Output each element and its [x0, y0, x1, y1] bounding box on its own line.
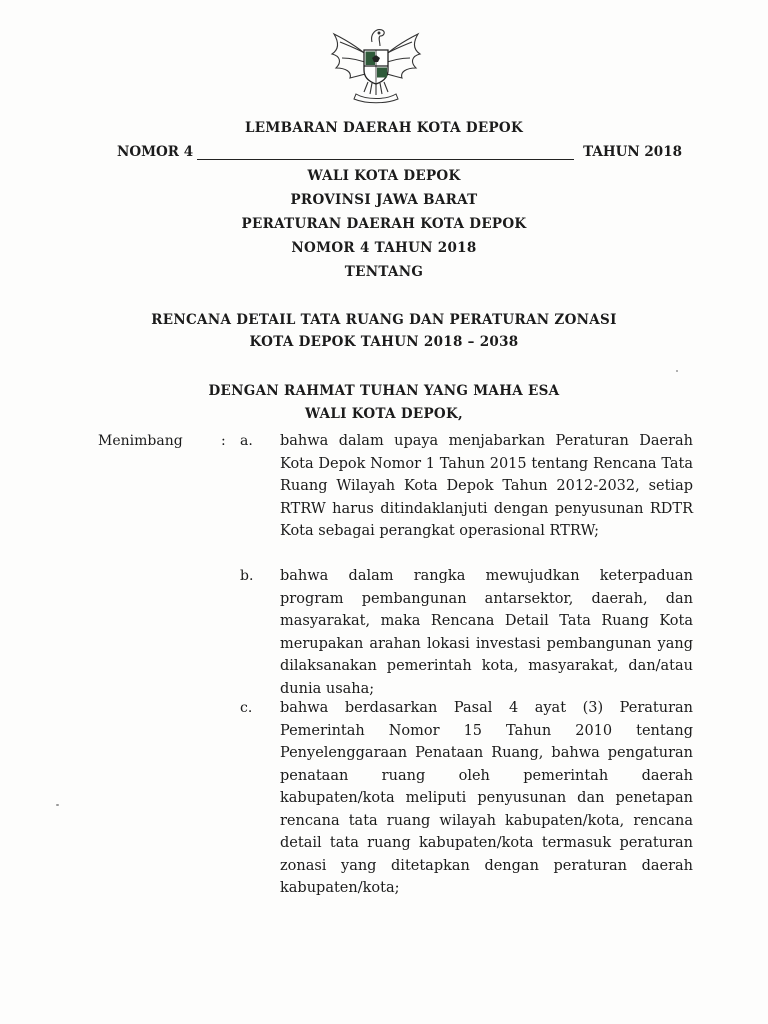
garuda-emblem-icon: [326, 20, 426, 104]
nomor-label: NOMOR 4: [117, 144, 194, 160]
tahun-label: TAHUN 2018: [583, 144, 682, 160]
scan-speck: [56, 804, 59, 806]
item-letter-b: b.: [240, 568, 254, 584]
preamble-line-1: DENGAN RAHMAT TUHAN YANG MAHA ESA: [208, 383, 560, 399]
header-rule: [197, 159, 574, 160]
item-text-b: bahwa dalam rangka mewujudkan keterpaduan program pembangunan antarsektor, daerah, dan masyarakat, maka Rencana Detail Tata Ruang Kota merupakan arahan lokasi investasi pembangunan yang dilaksanakan pemerintah kota, masyarakat, dan/atau dunia usaha;: [280, 568, 693, 697]
scan-speck: [676, 370, 678, 372]
item-text-c: bahwa berdasarkan Pasal 4 ayat (3) Peraturan Pemerintah Nomor 15 Tahun 2010 tentang Penyelenggaraan Penataan Ruang, bahwa pengaturan penataan ruang oleh pemerintah daerah kabupaten/kota meliputi penyusunan dan penetapan rencana tata ruang wilayah kabupaten/kota, rencana detail tata ruang kabupaten/kota termasuk peraturan zonasi yang ditetapkan dengan peraturan daerah kabupaten/kota;: [280, 700, 693, 896]
subject-line-2: KOTA DEPOK TAHUN 2018 – 2038: [249, 334, 519, 350]
subject-line-1: RENCANA DETAIL TATA RUANG DAN PERATURAN ZONASI: [151, 312, 617, 328]
menimbang-colon: :: [221, 433, 226, 449]
province-line: PROVINSI JAWA BARAT: [290, 192, 478, 208]
regulation-line: PERATURAN DAERAH KOTA DEPOK: [241, 216, 527, 232]
item-letter-c: c.: [240, 700, 253, 716]
item-letter-a: a.: [240, 433, 253, 449]
lembaran-title: LEMBARAN DAERAH KOTA DEPOK: [244, 120, 524, 136]
tentang-line: TENTANG: [344, 264, 424, 280]
regulation-number-line: NOMOR 4 TAHUN 2018: [291, 240, 477, 256]
preamble-line-2: WALI KOTA DEPOK,: [304, 406, 464, 422]
nomor-row: [117, 144, 682, 162]
issuer-line: WALI KOTA DEPOK: [307, 168, 461, 184]
item-text-a: bahwa dalam upaya menjabarkan Peraturan Daerah Kota Depok Nomor 1 Tahun 2015 tentang Rencana Tata Ruang Wilayah Kota Depok Tahun 2012-2032, setiap RTRW harus ditindaklanjuti dengan penyusunan RDTR Kota sebagai perangkat operasional RTRW;: [280, 433, 693, 539]
menimbang-label: Menimbang: [98, 433, 183, 449]
